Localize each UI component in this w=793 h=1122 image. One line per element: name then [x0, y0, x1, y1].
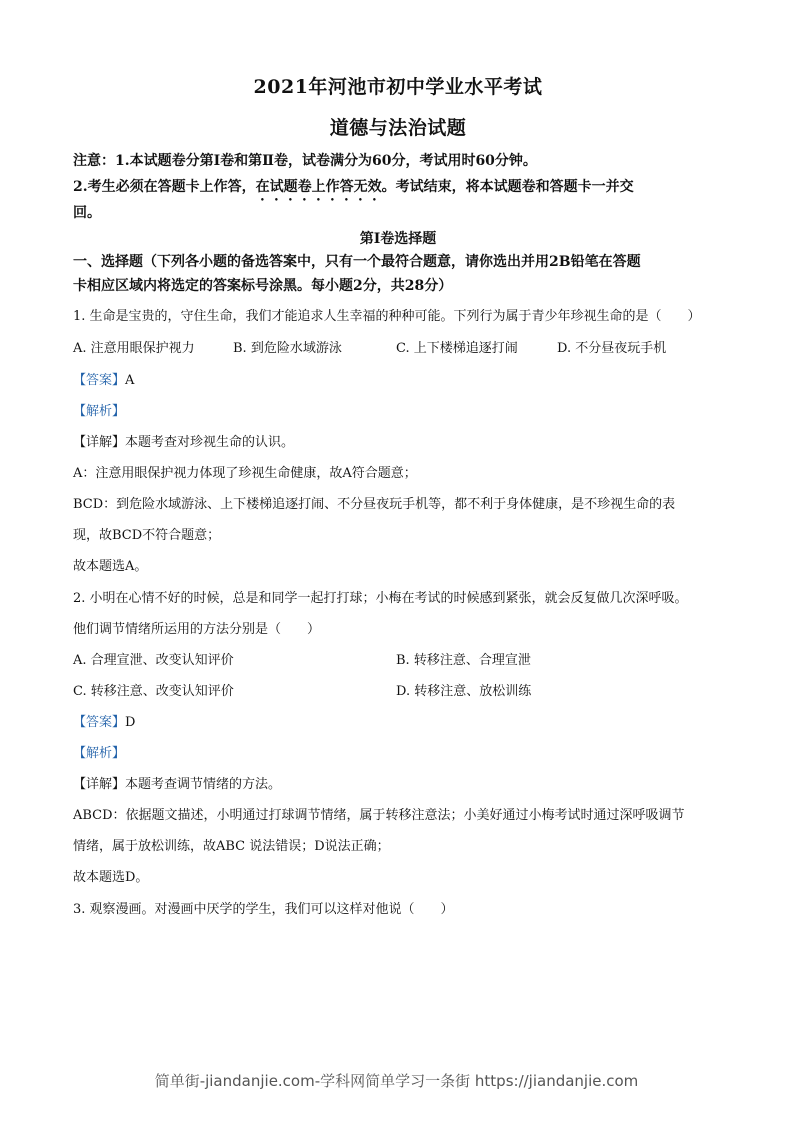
q2-detail-text: 本题考查调节情绪的方法。: [125, 777, 282, 792]
section-heading: 第Ⅰ卷选择题: [359, 231, 437, 247]
q1-answer-value: A: [125, 373, 135, 388]
q1-stem: 1. 生命是宝贵的，守住生命，我们才能追求人生幸福的种种可能。下列行为属于青少年珍视生命的是（ ）: [73, 309, 701, 324]
notice-line-2-start: 2.考生必须在答题卡上作答，: [73, 179, 256, 195]
q2-stem-2: 他们调节情绪所运用的方法分别是（ ）: [73, 622, 321, 637]
watermark-footer: 简单街-jiandanjie.com-学科网简单学习一条街 https://jiandanjie.com: [154, 1072, 639, 1090]
part-instructions-2: 卡相应区域内将选定的答案标号涂黑。每小题2分，共28分）: [73, 278, 453, 294]
q1-explanation-1: A：注意用眼保护视力体现了珍视生命健康，故A符合题意；: [73, 466, 417, 481]
answer-tag: 【答案】: [73, 715, 126, 730]
detail-tag: 【详解】: [73, 777, 126, 792]
q2-explanation-2: 情绪，属于放松训练，故ABC 说法错误；D说法正确；: [73, 839, 390, 854]
q1-explanation-3: 现，故BCD不符合题意；: [73, 528, 221, 543]
q2-option-b: B. 转移注意、合理宣泄: [396, 653, 531, 668]
q2-option-d: D. 转移注意、放松训练: [396, 684, 532, 699]
q1-conclusion: 故本题选A。: [73, 559, 148, 574]
q2-stem-1: 2. 小明在心情不好的时候，总是和同学一起打打球；小梅在考试的时候感到紧张，就会反复做几次深呼吸。: [73, 591, 688, 606]
notice-emphasis: 在试题卷上作答无效: [255, 179, 382, 195]
notice-line-2: [73, 176, 723, 204]
q1-answer: [73, 369, 723, 388]
q1-option-d: D. 不分昼夜玩手机: [557, 341, 667, 356]
q1-option-b: B. 到危险水域游泳: [233, 341, 342, 356]
q1-option-c: C. 上下楼梯追逐打闹: [396, 341, 518, 356]
notice-line-3: 回。: [73, 205, 101, 221]
q1-explanation-2: BCD：到危险水域游泳、上下楼梯追逐打闹、不分昼夜玩手机等，都不利于身体健康，是不珍视生命的表: [73, 497, 676, 512]
notice-line-2-end: 。考试结束，将本试题卷和答题卡一并交: [381, 179, 634, 195]
q2-analysis-tag: 【解析】: [73, 746, 126, 761]
q2-option-c: C. 转移注意、改变认知评价: [73, 684, 234, 699]
q1-option-a: A. 注意用眼保护视力: [73, 341, 195, 356]
q2-option-a: A. 合理宣泄、改变认知评价: [73, 653, 234, 668]
q3-stem: 3. 观察漫画。对漫画中厌学的学生，我们可以这样对他说（ ）: [73, 902, 454, 917]
q1-detail-text: 本题考查对珍视生命的认识。: [125, 435, 295, 450]
exam-subtitle: 道德与法治试题: [329, 117, 467, 139]
detail-tag: 【详解】: [73, 435, 126, 450]
q2-conclusion: 故本题选D。: [73, 870, 149, 885]
part-instructions-1: 一、选择题（下列各小题的备选答案中，只有一个最符合题意，请你选出并用2B铅笔在答题: [73, 254, 641, 270]
q2-answer: [73, 711, 723, 730]
notice-line-1: 注意：1.本试题卷分第Ⅰ卷和第Ⅱ卷，试卷满分为60分，考试用时60分钟。: [73, 153, 537, 169]
exam-title: 2021年河池市初中学业水平考试: [253, 76, 543, 98]
q2-answer-value: D: [125, 715, 136, 730]
q2-explanation-1: ABCD：依据题文描述，小明通过打球调节情绪，属于转移注意法；小美好通过小梅考试时通过深呼吸调节: [73, 808, 685, 823]
q1-detail: [73, 431, 723, 450]
answer-tag: 【答案】: [73, 373, 126, 388]
q2-detail: [73, 773, 723, 792]
q1-analysis-tag: 【解析】: [73, 404, 126, 419]
